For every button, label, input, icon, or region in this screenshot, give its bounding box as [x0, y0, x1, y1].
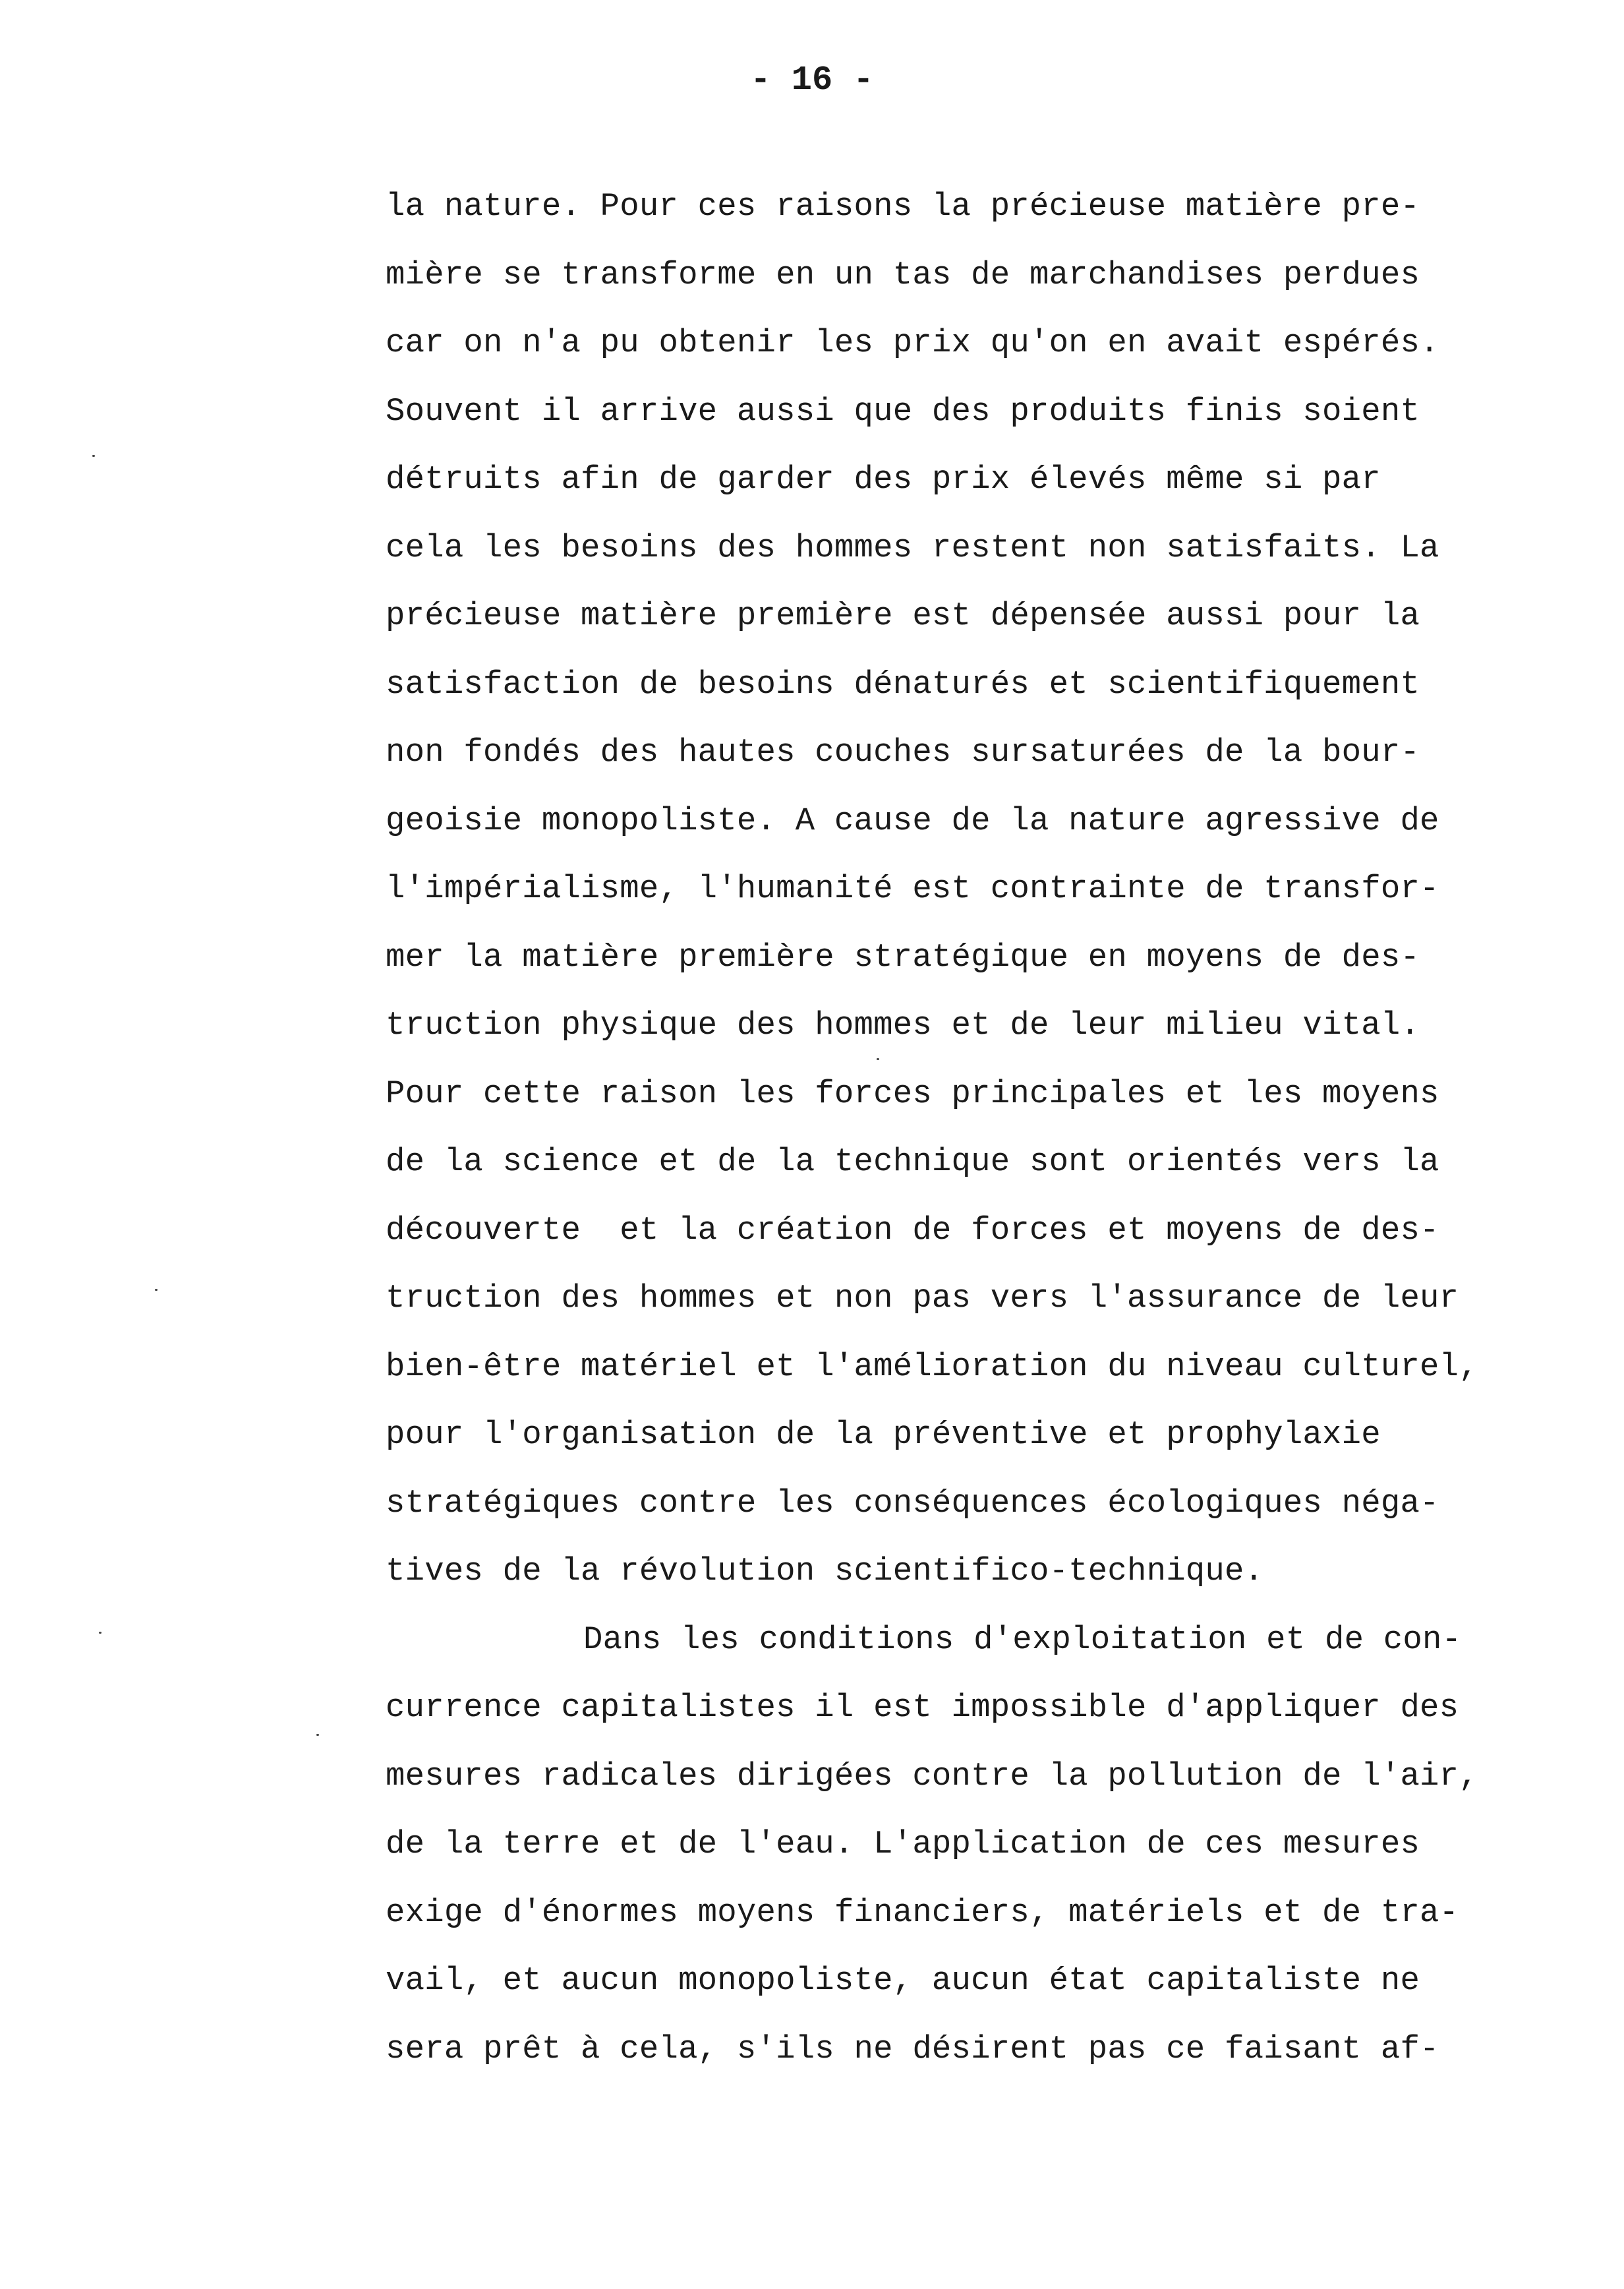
text-line: mer la matière première stratégique en moyens de des- [386, 938, 1420, 976]
text-line: truction physique des hommes et de leur milieu vital. [386, 1007, 1420, 1044]
text-line: de la terre et de l'eau. L'application de ces mesures [386, 1826, 1420, 1862]
text-line: bien-être matériel et l'amélioration du niveau culturel, [386, 1348, 1478, 1385]
scan-speck [155, 1289, 158, 1291]
text-line: cela les besoins des hommes restent non satisfaits. La [386, 529, 1439, 566]
scan-speck [877, 1058, 879, 1060]
scan-speck [316, 1734, 319, 1736]
text-line: précieuse matière première est dépensée aussi pour la [386, 597, 1420, 634]
text-line: la nature. Pour ces raisons la précieuse matière pre- [386, 188, 1420, 225]
text-line: satisfaction de besoins dénaturés et scientifiquement [386, 665, 1420, 703]
text-line: détruits afin de garder des prix élevés même si par [386, 461, 1381, 498]
text-line: sera prêt à cela, s'ils ne désirent pas ce faisant af- [386, 2030, 1439, 2067]
scan-speck [99, 1632, 102, 1634]
text-line: l'impérialisme, l'humanité est contrainte de transfor- [386, 870, 1439, 907]
text-line: non fondés des hautes couches sursaturées de la bour- [386, 734, 1420, 771]
text-line: exige d'énormes moyens financiers, matériels et de tra- [386, 1893, 1459, 1931]
scan-speck [92, 455, 95, 457]
text-line: vail, et aucun monopoliste, aucun état capitaliste ne [386, 1962, 1420, 1999]
text-line: mière se transforme en un tas de marchandises perdues [386, 256, 1420, 293]
page-number: - 16 - [750, 61, 874, 100]
text-line: car on n'a pu obtenir les prix qu'on en avait espérés. [386, 324, 1439, 361]
text-line: découverte et la création de forces et moyens de des- [386, 1211, 1439, 1249]
text-line: pour l'organisation de la préventive et prophylaxie [386, 1416, 1381, 1453]
text-line: tives de la révolution scientifico-technique. [386, 1553, 1264, 1590]
text-line: stratégiques contre les conséquences écologiques néga- [386, 1484, 1439, 1522]
paragraph-start-line: Dans les conditions d'exploitation et de con- [583, 1620, 1462, 1658]
body-text [386, 173, 1559, 2083]
text-line: mesures radicales dirigées contre la pollution de l'air, [386, 1757, 1478, 1795]
text-line: Pour cette raison les forces principales et les moyens [386, 1075, 1439, 1112]
text-line: currence capitalistes il est impossible d'appliquer des [386, 1689, 1459, 1726]
text-line: geoisie monopoliste. A cause de la nature agressive de [386, 802, 1439, 839]
text-line: de la science et de la technique sont orientés vers la [386, 1143, 1439, 1180]
text-line: Souvent il arrive aussi que des produits finis soient [386, 392, 1420, 430]
text-line: truction des hommes et non pas vers l'assurance de leur [386, 1280, 1459, 1317]
